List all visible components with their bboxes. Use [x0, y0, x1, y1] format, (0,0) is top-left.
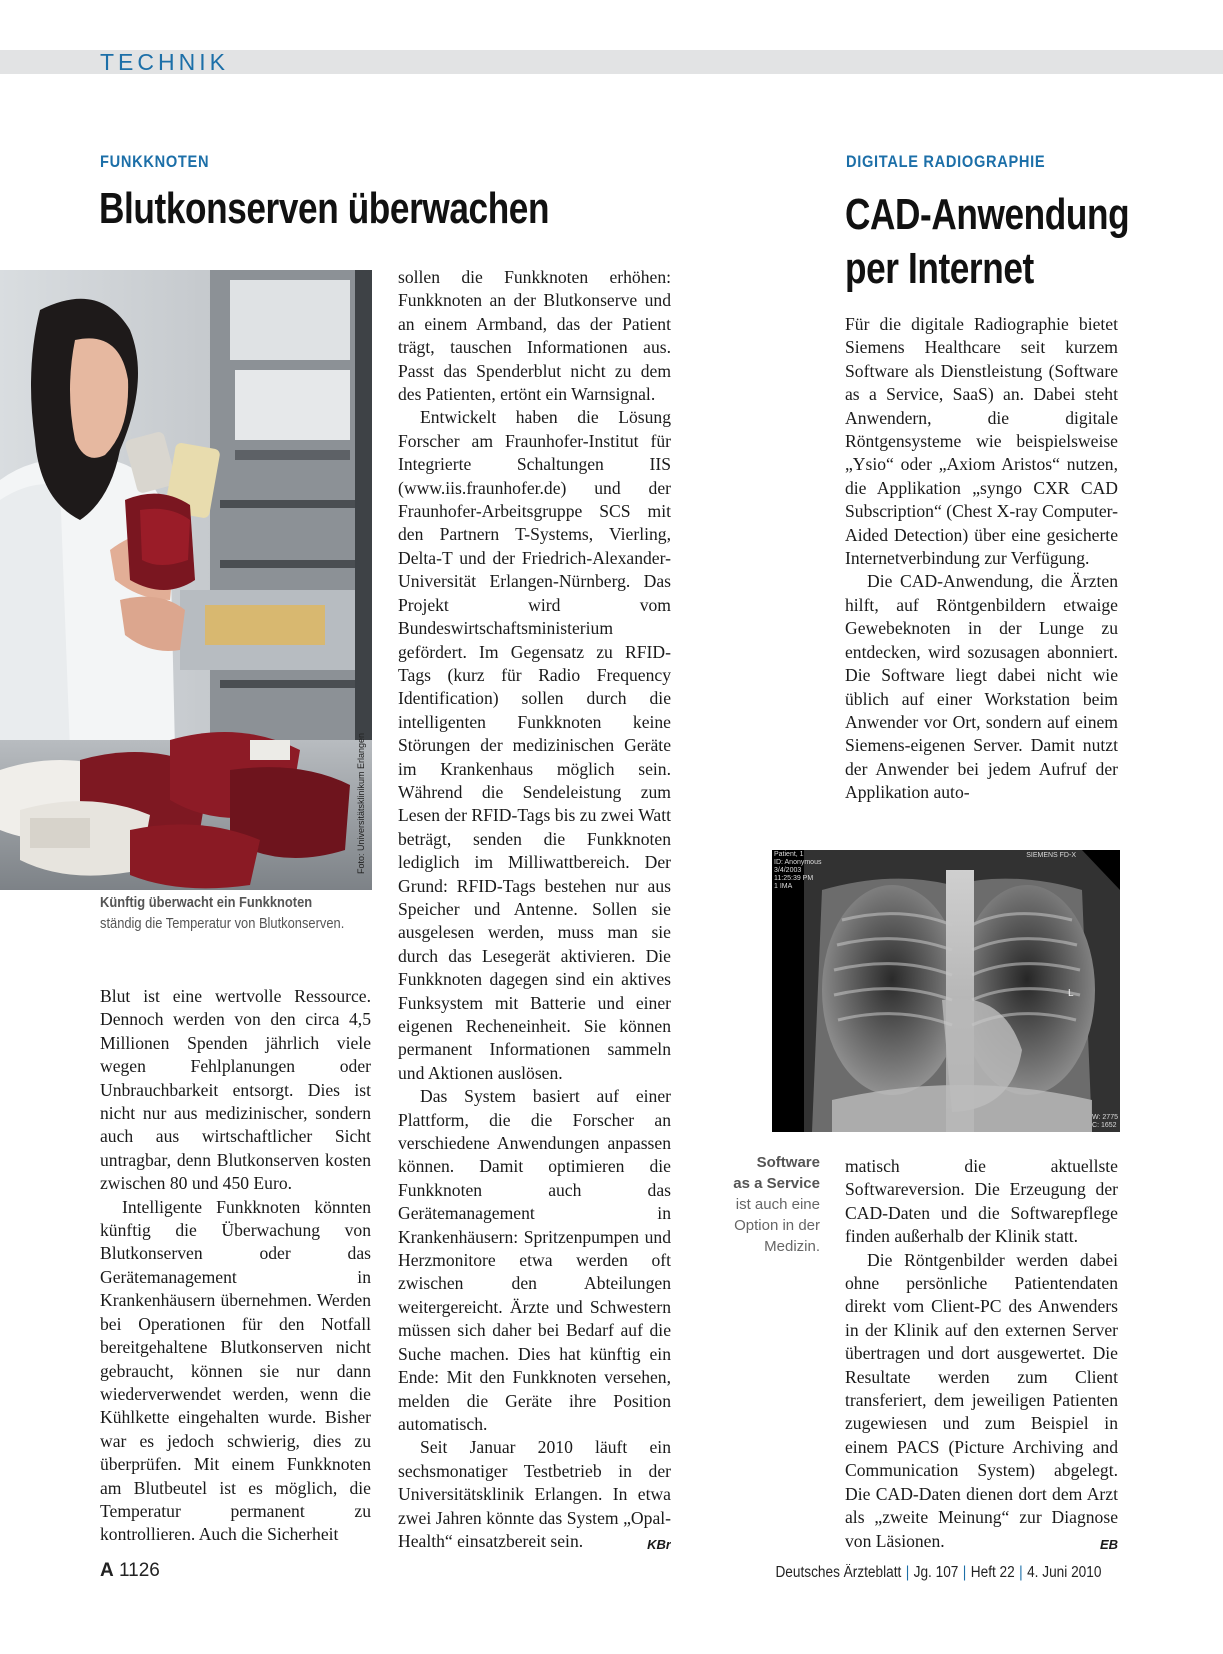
section-label: TECHNIK [100, 49, 229, 75]
xray-caption-bold1: Software [756, 1154, 820, 1171]
photo-caption [100, 892, 384, 934]
xray-caption-text2: Option in der [734, 1217, 820, 1234]
xray-side-marker: L [1068, 988, 1074, 999]
article1-column2 [398, 266, 671, 1551]
article2-title [845, 188, 1129, 296]
article2-signature: EB [1099, 1536, 1118, 1551]
xray-caption-text3: Medizin. [764, 1238, 820, 1255]
xray-id: ID: Anonymous [774, 859, 822, 866]
xray-patient-info [774, 851, 821, 891]
article2-title-line2: per Internet [845, 244, 1034, 293]
footer-separator-3: | [1018, 1564, 1023, 1581]
page-number [100, 1560, 160, 1582]
journal-volume: Jg. 107 [913, 1564, 958, 1581]
article2-column-top [845, 313, 1118, 831]
journal-name: Deutsches Ärzteblatt [775, 1564, 901, 1581]
xray-patient: Patient, 1 [774, 851, 804, 858]
journal-issue: Heft 22 [970, 1564, 1015, 1581]
article1-col1-para2: Intelligente Funkknoten könnten künftig die Überwachung von Blutkonserven oder das Gerätemanagement in Krankenhäusern übernehmen. Werden bei Operationen für den Notfall bereitgehaltene Blutkonserven nicht gebraucht, können sie nur dann wiederverwendet werden, wenn die Kühlkette eingehalten wurde. Bisher war es jedoch schwierig, dies zu überprüfen. Mit einem Funkknoten am Blutbeutel ist es möglich, die Temperatur permanent zu kontrollieren. Auch die Sicherheit [100, 1196, 371, 1545]
blood-bag-illustration [0, 270, 372, 890]
article2-title-line1: CAD-Anwendung [845, 190, 1130, 239]
page-number-value: 1126 [119, 1560, 160, 1581]
article1-column1 [100, 985, 371, 1545]
photo-caption-text: ständig die Temperatur von Blutkonserven. [100, 915, 345, 932]
article1-signature: KBr [647, 1536, 671, 1551]
photo-credit: Foto: Universitätsklinikum Erlangen [356, 732, 366, 874]
xray-vendor: SIEMENS FD-X [1026, 852, 1076, 859]
article1-col2-para4-text: Seit Januar 2010 läuft ein sechsmonatiger Testbetrieb in der Universitätsklinik Erlangen. In etwa zwei Jahren könnte das System „Opal-Health“ einsatzbereit sein. [398, 1437, 671, 1551]
article1-col1-para1: Blut ist eine wertvolle Ressource. Dennoch werden von den circa 4,5 Millionen Spenden jährlich viele wegen Fehlplanungen oder Unbrauchbarkeit entsorgt. Dies ist nicht nur aus medizinischer, sondern auch aus wirtschaftlicher Sicht untragbar, denn Blutkonserven kosten zwischen 80 und 450 Euro. [100, 986, 371, 1194]
xray-ima: 1 IMA [774, 883, 793, 890]
article2-kicker: DIGITALE RADIOGRAPHIE [846, 152, 1046, 171]
article1-title: Blutkonserven überwachen [99, 184, 550, 233]
xray-window-center: C: 1652 [1092, 1122, 1117, 1129]
photo-caption-bold: Künftig überwacht ein Funkknoten [100, 894, 313, 911]
article1-col2-para4 [398, 1436, 671, 1551]
article1-kicker: FUNKKNOTEN [100, 152, 210, 171]
xray-window-width: W: 2775 [1092, 1114, 1118, 1121]
journal-date: 4. Juni 2010 [1026, 1564, 1101, 1581]
article2-column-bottom [845, 1155, 1118, 1551]
article2-col-top-para2: Die CAD-Anwendung, die Ärzten hilft, auf Röntgenbildern etwaige Gewebeknoten in der Lunge zu entdecken, wird sozusagen abonniert. Die Software liegt dabei nicht wie üblich auf einer Workstation beim Anwender vor Ort, sondern auf einem Siemens-eigenen Server. Damit nutzt der Anwender bei jedem Aufruf der Applikation auto- [845, 571, 1118, 803]
xray-caption-text1: ist auch eine [735, 1196, 820, 1213]
footer-separator-1: | [905, 1564, 909, 1581]
article2-col-top-para1: Für die digitale Radiographie bietet Siemens Healthcare seit kurzem Software als Dienstleistung (Software as a Service, SaaS) an. Dabei steht Anwendern, die digitale Röntgensysteme wie beispielsweise „Ysio“ oder „Axiom Aristos“ nutzen, die Applikation „syngo CXR CAD Subscription“ (Chest X-ray Computer-Aided Detection) über eine gesicherte Internetverbindung zur Verfügung. [845, 314, 1118, 569]
xray-date: 3/4/2003 [774, 867, 802, 874]
page-prefix: A [100, 1560, 114, 1581]
xray-caption-bold2: as a Service [733, 1175, 820, 1192]
article1-col2-para2: Entwickelt haben die Lösung Forscher am Fraunhofer-Institut für Integrierte Schaltungen IIS (www.iis.fraunhofer.de) und der Fraunhofer-Arbeitsgruppe SCS mit den Partnern T-Systems, Vierling, Delta-T und der Friedrich-Alexander-Universität Erlangen-Nürnberg. Das Projekt wird vom Bundeswirtschaftsministerium gefördert. Im Gegensatz zu RFID-Tags (kurz für Radio Frequency Identification) sollen durch die intelligenten Funkknoten keine Störungen der medizinischen Geräte im Krankenhaus möglich sein. Während die Sendeleistung zum Lesen der RFID-Tags bis zu zwei Watt beträgt, senden die Funkknoten lediglich im Milliwattbereich. Der Grund: RFID-Tags bestehen nur aus Speicher und Antenne. Sollen sie ausgelesen werden, muss man sie durch das Lesegerät aktivieren. Die Funkknoten dagegen sind ein aktives Funksystem mit Batterie und einer eigenen Recheneinheit. Sie können permanent Informationen sammeln und Aktionen auslösen. [398, 407, 671, 1083]
xray-window-info [1092, 1114, 1118, 1130]
xray-caption [690, 1152, 820, 1257]
blood-bag-photo [0, 270, 372, 890]
article2-col-bottom-para1: matisch die aktuellste Softwareversion. Die Erzeugung der CAD-Daten und die Softwarepflege finden außerhalb der Klinik statt. [845, 1156, 1118, 1247]
journal-info [775, 1564, 1101, 1582]
article1-col2-para1: sollen die Funkknoten erhöhen: Funkknoten an der Blutkonserve und an einem Armband, das der Patient trägt, tauschen Informationen aus. Passt das Spenderblut nicht zu dem des Patienten, ertönt ein Warnsignal. [398, 267, 671, 405]
xray-time: 11:25:39 PM [774, 875, 814, 882]
article2-col-bottom-para2-text: Die Röntgenbilder werden dabei ohne persönliche Patientendaten direkt vom Client-PC des Anwenders in der Klinik auf den externen Server übertragen und dort ausgewertet. Die Resultate werden zum Client transferiert, dem jeweiligen Patienten zugewiesen und zum Beispiel in einem PACS (Picture Archiving and Communication System) abgelegt. Die CAD-Daten dienen dort dem Arzt als „zweite Meinung“ zur Diagnose von Läsionen. [845, 1249, 1118, 1551]
article2-col-bottom-para2 [845, 1249, 1118, 1551]
chest-xray-image [772, 850, 1120, 1132]
article1-col2-para3: Das System basiert auf einer Plattform, die die Forscher an verschiedene Anwendungen anpassen können. Damit optimieren die Funkknoten auch das Gerätemanagement in Krankenhäusern: Spritzenpumpen und Herzmonitore etwa werden oft zwischen den Abteilungen weitergereicht. Ärzte und Schwestern müssen sich daher bei Bedarf auf die Suche machen. Dies hat künftig ein Ende: Mit den Funkknoten versehen, melden die Geräte ihre Position automatisch. [398, 1086, 671, 1434]
footer-separator-2: | [962, 1564, 966, 1581]
